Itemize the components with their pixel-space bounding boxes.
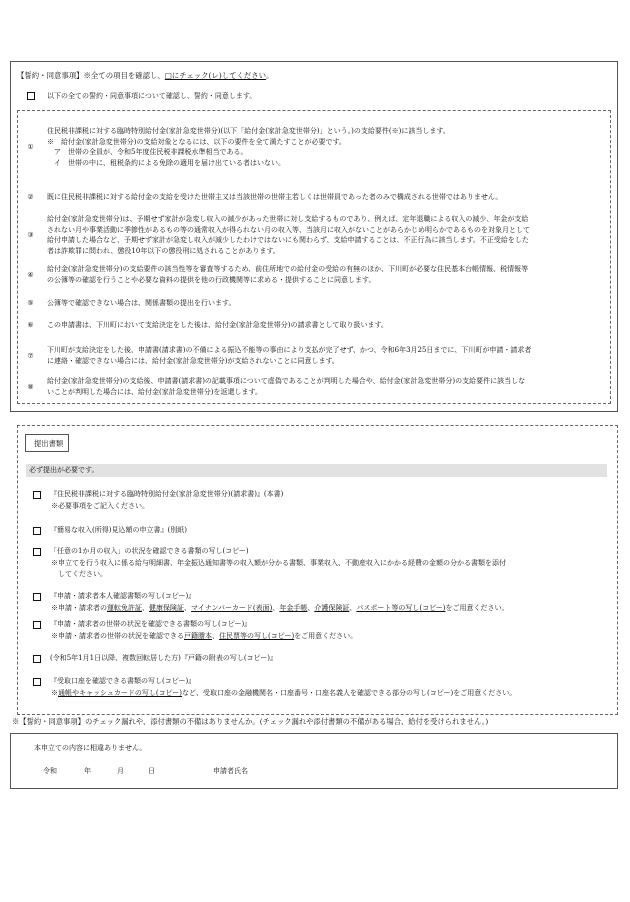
pledge-item-line: されない月や事業活動に季節性があるもの等の通常収入が得られない月の収入等、当該月に収入がないことがあらかじめ明らかであるものを対象月として (47, 225, 530, 234)
note-document-name: 住民票等の写し(コピー) (219, 632, 295, 640)
note-text: 、 (212, 632, 219, 640)
note-text: 、 (142, 604, 149, 612)
doc-item-label: 『申請・請求者の世帯の状況を確認できる書類の写し(コピー)』 (50, 620, 252, 628)
pledge-header-text: 【誓約・同意事項】※全ての項目を確認し、 (17, 71, 165, 80)
master-checkbox[interactable] (27, 92, 35, 100)
pledge-item-marker: ⑧ (27, 382, 34, 391)
pledge-item-line: イ 世帯の中に、租税条約による免除の適用を届け出ている者はいない。 (47, 159, 285, 168)
note-document-name: 戸籍謄本 (184, 632, 212, 640)
note-text: してください。 (51, 569, 107, 578)
note-document-name: パスポート等の写し(コピー) (356, 604, 446, 612)
pledge-item-line: 給付申請した場合など、予期せず家計が急変し収入が減少したわけではないにも関わらず、支給申請することは、不正行為に該当します。不正受給をした (47, 236, 529, 245)
note-text: ※必要事項をご記入ください。 (51, 502, 149, 510)
pledge-item-marker: ⑦ (27, 351, 34, 360)
pledge-item-line: この申請書は、下川町において支給決定をした後は、給付金(家計急変世帯分)の請求書として取り扱います。 (47, 321, 388, 329)
doc-checkbox[interactable] (33, 655, 41, 663)
note-document-name: 健康保険証 (149, 604, 184, 612)
doc-checkbox[interactable] (33, 593, 41, 601)
master-check-label: 以下の全ての誓約・同意事項について確認し、誓約・同意します。 (47, 92, 257, 100)
pledge-item-line: 既に住民税非課税に対する給付金の支給を受けた世帯主又は当該世帯の世帯主若しくは世帯員であった者のみで構成される世帯ではありません。 (47, 193, 503, 201)
note-document-name: 通帳やキャッシュカードの写し(コピー) (58, 689, 183, 697)
doc-checkbox[interactable] (33, 678, 41, 686)
note-text: 、 (307, 604, 315, 612)
pledge-header (17, 71, 273, 81)
doc-item-note (51, 570, 107, 579)
doc-item-note (51, 689, 516, 698)
doc-item-label: 『申請・請求者本人確認書類の写し(コピー)』 (50, 592, 196, 600)
doc-item-note (51, 632, 357, 641)
note-text: ※申請・請求者の世帯の状況を確認できる (51, 632, 184, 640)
doc-item-note (51, 502, 149, 511)
note-text: 、 (272, 604, 280, 612)
note-text: など、受取口座の金融機関名・口座番号・口座名義人を確認できる部分の写し(コピー)をご用意ください。 (182, 689, 517, 697)
note-document-name: マイナンバーカード(表面) (191, 604, 273, 612)
pledge-item-line: ※ 給付金(家計急変世帯分)の支給対象となるには、以下の要件を全て満たすことが必要です。 (47, 137, 346, 146)
pledge-item-line: 者は詐欺罪に問われ、懲役10年以下の懲役刑に処されることがあります。 (47, 247, 280, 256)
doc-checkbox[interactable] (33, 548, 41, 556)
note-text: をご用意ください。 (294, 632, 358, 640)
note-text: をご用意ください。 (445, 604, 509, 612)
footer-note: ※【誓約・同意事項】のチェック漏れや、添付書類の不備はありませんか。(チェック漏れや添付書類の不備がある場合、給付を受けられません。) (12, 717, 489, 726)
doc-item-label: (令和5年1月1日以降、複数回転居した方)『戸籍の附表の写し(コピー)』 (50, 654, 278, 662)
confirm-statement: 本申立ての内容に相違ありません。 (34, 744, 147, 752)
applicant-name-label: 申請者氏名 (213, 767, 248, 775)
note-text: ※申請・請求者の (51, 604, 107, 612)
pledge-item-marker: ⑤ (27, 299, 34, 308)
pledge-header-end: 。 (266, 71, 274, 80)
pledge-header-emphasis: □にチェック(レ)してください (164, 71, 267, 80)
note-document-name: 介護保険証 (314, 604, 350, 612)
pledge-item-line: に連絡・確認できない場合には、給付金(家計急変世帯分)が支給されないことに同意します。 (47, 356, 339, 365)
date-month-label: 月 (117, 767, 124, 775)
date-year-label: 年 (84, 767, 91, 775)
docs-title: 提出書類 (34, 439, 64, 448)
note-text: ※申立てを行う収入に係る給与明細書、年金振込通知書等の収入額が分かる書類、事業収入、不動産収入にかかる経費の金額の分かる書類を添付 (51, 559, 506, 567)
pledge-item-marker: ④ (27, 270, 34, 279)
pledge-item-marker: ② (27, 193, 34, 202)
pledge-item-line: いことが判明した場合には、給付金(家計急変世帯分)を返還します。 (47, 387, 262, 396)
required-bar-text: 必ず提出が必要です。 (29, 466, 99, 474)
doc-item-label: 『受取口座を確認できる書類の写し(コピー)』 (50, 677, 196, 685)
doc-checkbox[interactable] (33, 621, 41, 629)
doc-item-label: 「任意の1か月の収入」の状況を確認できる書類の写し(コピー) (50, 547, 249, 555)
pledge-item-line: 公簿等で確認できない場合は、関係書類の提出を行います。 (47, 299, 236, 307)
pledge-item-line: 住民税非課税に対する臨時特別給付金(家計急変世帯分)(以下「給付金(家計急変世帯分)」という。)の支給要件(※)に該当します。 (47, 127, 450, 135)
pledge-item-line: 給付金(家計急変世帯分)の支給要件の該当性等を審査等するため、前住所地での給付金の受給の有無のほか、下川町が必要な住民基本台帳情報、税情報等 (47, 265, 529, 273)
doc-item-label: 『住民税非課税に対する臨時特別給付金(家計急変世帯分)(請求書)』(本書) (50, 490, 284, 498)
pledge-item-line: 給付金(家計急変世帯分)の支給後、申請書(請求書)の記載事項について虚偽であることが判明した場合や、給付金(家計急変世帯分)の支給要件に該当しな (47, 377, 526, 385)
date-era: 令和 (43, 767, 57, 775)
note-document-name: 運転免許証 (107, 604, 142, 612)
required-bar (26, 464, 607, 477)
note-document-name: 年金手帳 (279, 604, 308, 612)
doc-checkbox[interactable] (33, 491, 41, 499)
pledge-item-marker: ① (27, 143, 34, 152)
doc-item-note (51, 604, 509, 613)
pledge-item-line: 下川町が支給決定をした後、申請書(請求書)の不備による振込不能等の事由により支払が完了せず、かつ、令和6年3月25日までに、下川町が申請・請求者 (47, 346, 532, 354)
pledge-item-line: ア 世帯の全員が、令和5年度住民税非課税水準相当である。 (47, 148, 248, 157)
pledge-item-line: の公簿等の確認を行うことや必要な資料の提供を他の行政機関等に求める・提供することに同意します。 (47, 275, 376, 284)
doc-checkbox[interactable] (33, 527, 41, 535)
pledge-item-line: 給付金(家計急変世帯分)は、予期せず家計が急変し収入の減少があった世帯に対し支給するものであり、例えば、定年退職による収入の減少、年金が支給 (47, 215, 529, 223)
pledge-item-marker: ⑥ (27, 321, 34, 330)
note-text: 、 (184, 604, 191, 612)
doc-item-note (51, 559, 506, 568)
pledge-item-marker: ③ (27, 231, 34, 240)
note-text: ※ (51, 689, 58, 697)
date-day-label: 日 (148, 767, 155, 775)
doc-item-label: 『簡易な収入(所得)見込額の申立書』(別紙) (50, 526, 187, 534)
note-text: 、 (349, 604, 357, 612)
confirmation-box (10, 733, 618, 789)
